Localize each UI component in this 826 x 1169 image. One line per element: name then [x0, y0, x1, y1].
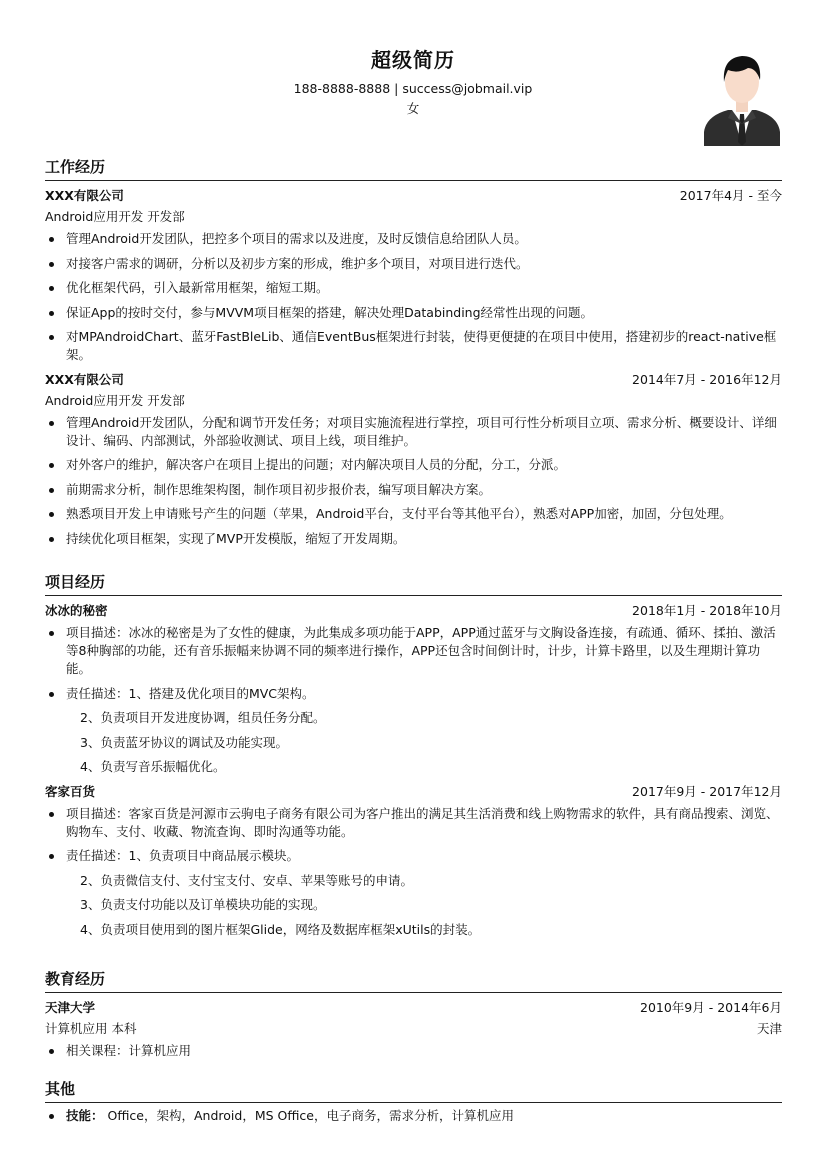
project-date: 2017年9月 - 2017年12月 — [632, 783, 782, 799]
work-date: 2017年4月 - 至今 — [679, 188, 782, 203]
list-item: 项目描述：冰冰的秘密是为了女性的健康，为此集成多项功能于APP，APP通过蓝牙与文胸设备连接，有疏通、循环、揉拍、激活等8种胸部的功能，还有音乐振幅来协调不同的频率进行操作，APP还包含时间倒计时，计步，计算卡路里，以及生理期计算功能。 — [45, 624, 782, 678]
city: 天津 — [756, 1021, 782, 1036]
list-item: 责任描述：1、负责项目中商品展示模块。 — [45, 847, 782, 865]
project-bullets — [45, 805, 782, 939]
list-item: 保证App的按时交付，参与MVVM项目框架的搭建，解决处理Databinding经常性出现的问题。 — [45, 304, 782, 322]
avatar — [704, 52, 780, 146]
projects-title: 项目经历 — [45, 572, 782, 596]
resume-header — [0, 45, 826, 117]
major: 计算机应用 本科 — [45, 1021, 137, 1036]
education-entry-header — [45, 999, 782, 1017]
list-item: 管理Android开发团队，把控多个项目的需求以及进度，及时反馈信息给团队人员。 — [45, 230, 782, 248]
work-bullets — [45, 230, 782, 364]
project-name: 冰冰的秘密 — [45, 603, 108, 618]
project-entry-header — [45, 783, 782, 801]
contact-info: 188-8888-8888 | success@jobmail.vip — [293, 81, 533, 96]
company-name: XXX有限公司 — [45, 371, 124, 387]
projects-section — [45, 572, 782, 945]
list-item: 3、负责蓝牙协议的调试及功能实现。 — [80, 734, 288, 750]
work-bullets — [45, 414, 782, 548]
project-name: 客家百货 — [45, 783, 96, 799]
candidate-name: 超级简历 — [371, 48, 455, 72]
project-date: 2018年1月 - 2018年10月 — [632, 603, 782, 618]
list-item: 对外客户的维护，解决客户在项目上提出的问题；对内解决项目人员的分配，分工，分派。 — [45, 456, 782, 474]
project-bullets — [45, 624, 782, 776]
education-sub — [45, 1020, 782, 1038]
list-item: 项目描述：客家百货是河源市云驹电子商务有限公司为客户推出的满足其生活消费和线上购物需求的软件，具有商品搜索、浏览、购物车、支付、收藏、物流查询、即时沟通等功能。 — [45, 805, 782, 841]
list-item: 3、负责支付功能以及订单模块功能的实现。 — [80, 897, 326, 912]
list-item: 对接客户需求的调研，分析以及初步方案的形成，维护多个项目，对项目进行迭代。 — [45, 255, 782, 273]
list-item: 4、负责项目使用到的图片框架Glide，网络及数据库框架xUtils的封装。 — [80, 921, 481, 937]
other-title: 其他 — [45, 1079, 782, 1103]
work-date: 2014年7月 - 2016年12月 — [632, 371, 782, 387]
list-item: 熟悉项目开发上申请账号产生的问题（苹果，Android平台，支付平台等其他平台），熟悉对APP加密，加固，分包处理。 — [45, 505, 782, 523]
list-item: 持续优化项目框架，实现了MVP开发模版，缩短了开发周期。 — [45, 530, 782, 548]
list-item: 2、负责微信支付、支付宝支付、安卓、苹果等账号的申请。 — [80, 872, 413, 888]
list-item: 4、负责写音乐振幅优化。 — [80, 759, 226, 774]
list-item: 对MPAndroidChart、蓝牙FastBleLib、通信EventBus框架进行封装，使得更便捷的在项目中使用，搭建初步的react-native框架。 — [45, 328, 782, 364]
list-item: 相关课程：计算机应用 — [45, 1042, 782, 1060]
work-section — [45, 157, 782, 554]
school-name: 天津大学 — [45, 1000, 96, 1015]
other-section — [45, 1079, 782, 1132]
job-role — [45, 392, 782, 410]
list-item — [45, 1107, 782, 1125]
work-entry-header — [45, 371, 782, 389]
list-item: 前期需求分析，制作思维架构图，制作项目初步报价表，编写项目解决方案。 — [45, 481, 782, 499]
gender: 女 — [406, 101, 420, 116]
other-bullets — [45, 1107, 782, 1125]
job-role — [45, 208, 782, 226]
company-name: XXX有限公司 — [45, 188, 124, 203]
list-item: 责任描述：1、搭建及优化项目的MVC架构。 — [45, 685, 782, 703]
skill-list: Office，架构，Android，MS Office，电子商务，需求分析，计算机应用 — [107, 1108, 514, 1123]
education-bullets — [45, 1042, 782, 1060]
work-title: 工作经历 — [45, 157, 782, 181]
education-date: 2010年9月 - 2014年6月 — [640, 1000, 782, 1015]
education-section — [45, 969, 782, 1067]
list-item: 管理Android开发团队，分配和调节开发任务；对项目实施流程进行掌控，项目可行性分析项目立项、需求分析、概要设计、详细设计、编码、内部测试，外部验收测试、项目上线，项目维护。 — [45, 414, 782, 450]
work-entry-header — [45, 187, 782, 205]
project-entry-header — [45, 602, 782, 620]
list-item: 优化框架代码，引入最新常用框架，缩短工期。 — [45, 279, 782, 297]
list-item: 2、负责项目开发进度协调，组员任务分配。 — [80, 710, 326, 725]
education-title: 教育经历 — [45, 969, 782, 993]
role-text: Android应用开发 开发部 — [45, 392, 185, 408]
role-text: Android应用开发 开发部 — [45, 209, 185, 224]
skill-label: 技能： — [66, 1108, 104, 1123]
